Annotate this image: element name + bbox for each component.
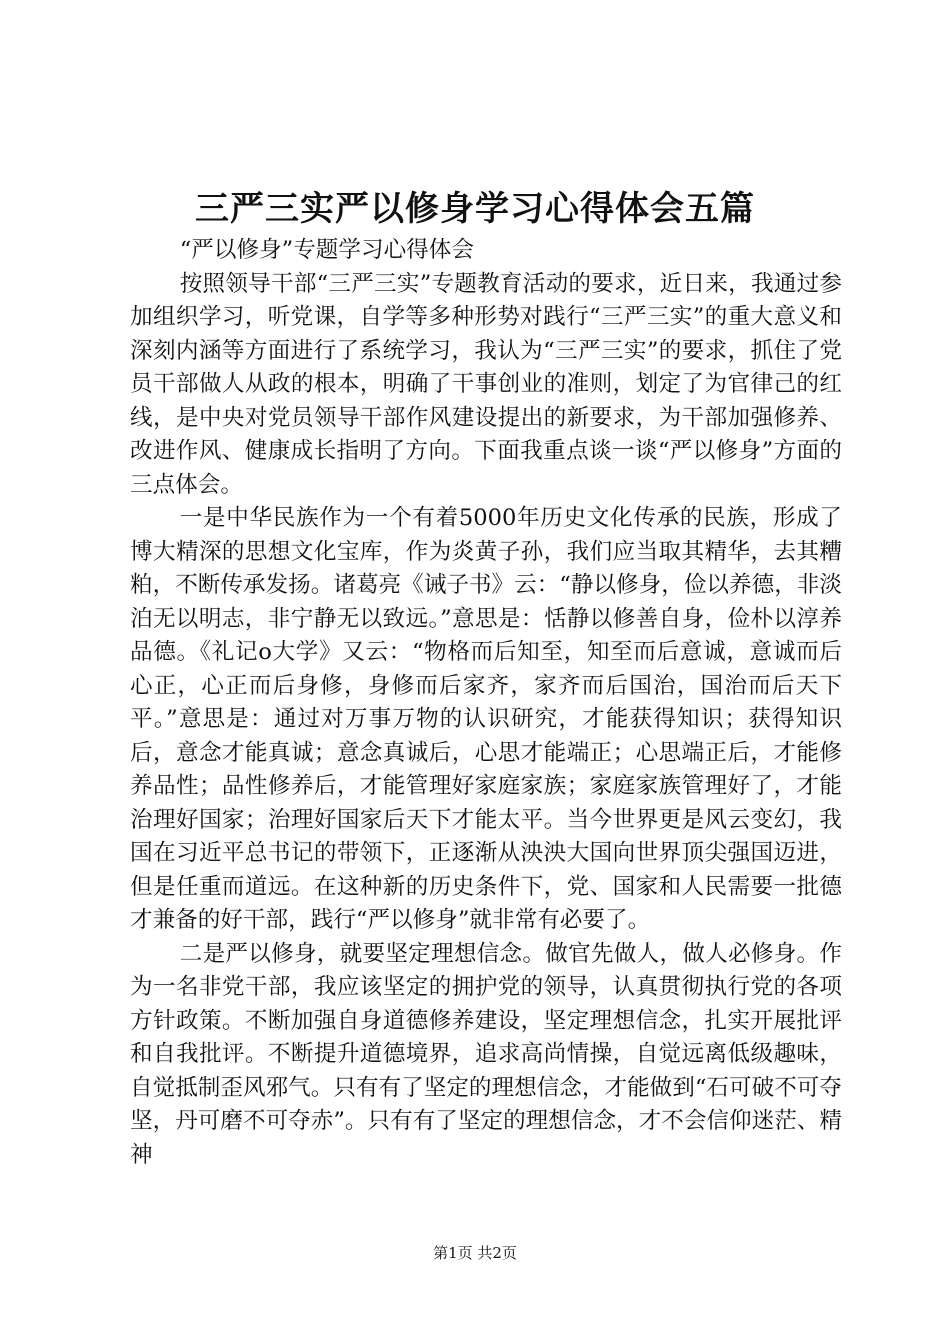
paragraph-subtitle: “严以修身”专题学习心得体会 (179, 237, 474, 263)
paragraph-intro: 按照领导干部“三严三实”专题教育活动的要求，近日来，我通过参加组织学习，听党课，自学等多种形势对践行“三严三实”的重大意义和深刻内涵等方面进行了系统学习，我认为“三严三实”的要求，抓住了党员干部做人从政的根本，明确了干事创业的准则，划定了为官律己的红线，是中央对党员领导干部作风建设提出的新要求，为干部加强修养、改进作风、健康成长指明了方向。下面我重点谈一谈“严以修身”方面的三点体会。 (130, 270, 842, 498)
paragraph-point-two: 二是严以修身，就要坚定理想信念。做官先做人，做人必修身。作为一名非党干部，我应该坚定的拥护党的领导，认真贯彻执行党的各项方针政策。不断加强自身道德修养建设，坚定理想信念，扎实开展批评和自我批评。不断提升道德境界，追求高尚情操，自觉远离低级趣味，自觉抵制歪风邪气。只有有了坚定的理想信念，才能做到“石可破不可夺坚，丹可磨不可夺赤”。只有有了坚定的理想信念，才不会信仰迷茫、精神 (130, 940, 842, 1168)
document-body (130, 234, 842, 1172)
paragraph-point-one: 一是中华民族作为一个有着5000年历史文化传承的民族，形成了博大精深的思想文化宝库，作为炎黄子孙，我们应当取其精华，去其糟粕，不断传承发扬。诸葛亮《诫子书》云：“静以修身，俭以养德，非淡泊无以明志，非宁静无以致远。”意思是：恬静以修善自身，俭朴以淳养品德。《礼记o大学》又云：“物格而后知至，知至而后意诚，意诚而后心正，心正而后身修，身修而后家齐，家齐而后国治，国治而后天下平。”意思是：通过对万事万物的认识研究，才能获得知识；获得知识后，意念才能真诚；意念真诚后，心思才能端正；心思端正后，才能修养品性；品性修养后，才能管理好家庭家族；家庭家族管理好了，才能治理好国家；治理好国家后天下才能太平。当今世界更是风云变幻，我国在习近平总书记的带领下，正逐渐从泱泱大国向世界顶尖强国迈进，但是任重而道远。在这种新的历史条件下，党、国家和人民需要一批德才兼备的好干部，践行“严以修身”就非常有必要了。 (130, 505, 842, 933)
page-number-footer: 第1页 共2页 (433, 1244, 517, 1262)
document-title: 三严三实严以修身学习心得体会五篇 (195, 189, 755, 229)
